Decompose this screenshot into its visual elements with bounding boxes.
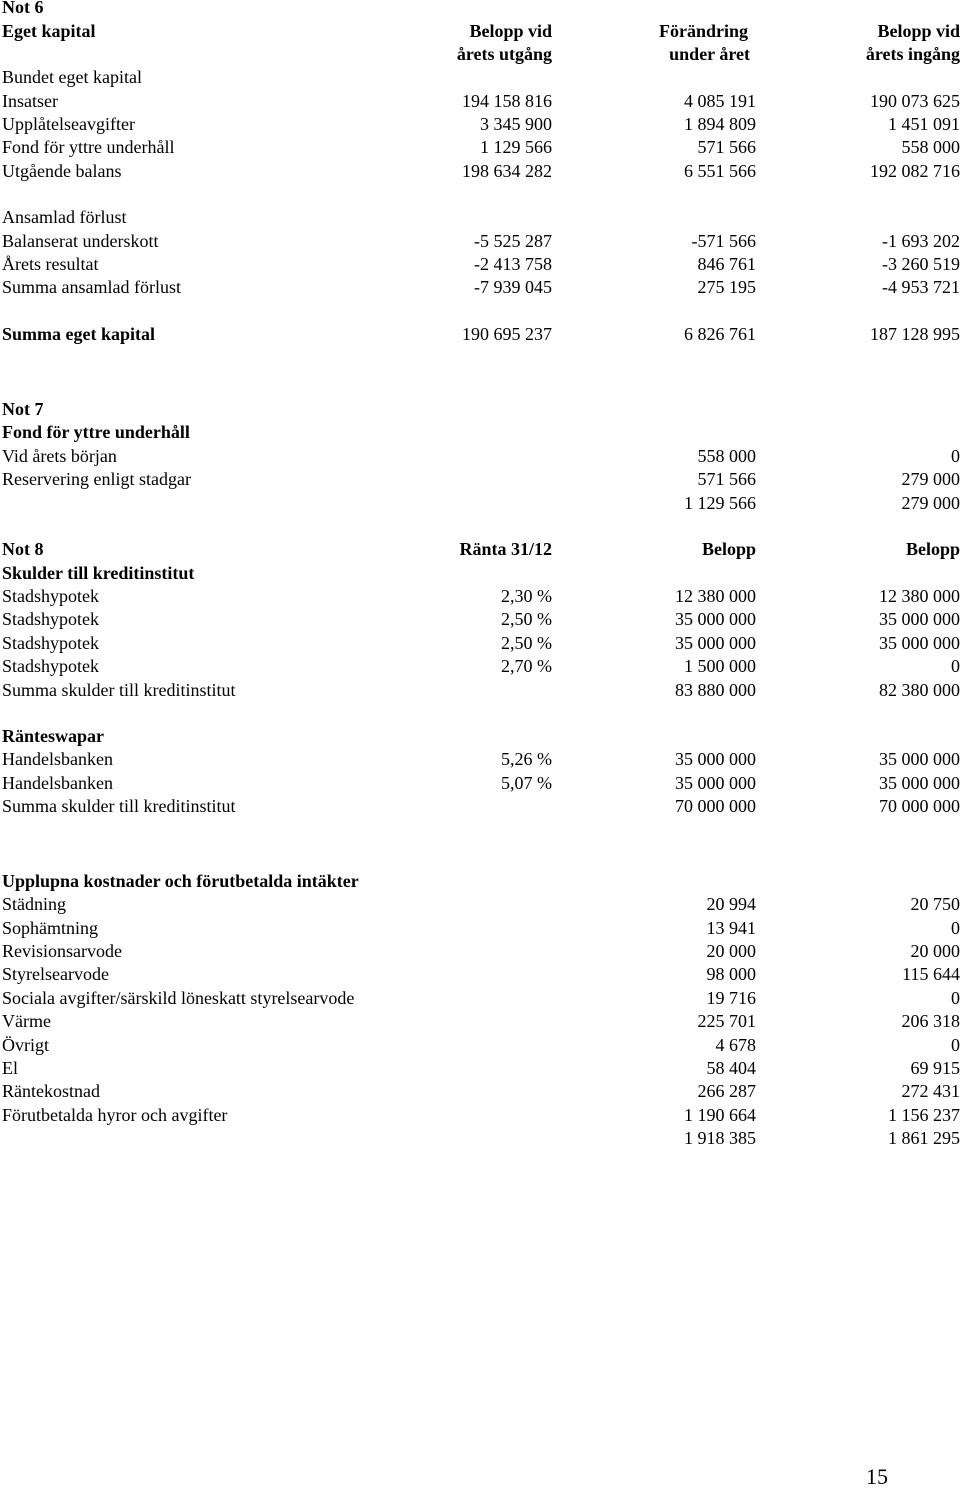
cell-value: 13 941 xyxy=(707,917,757,940)
cell-value: 70 000 000 xyxy=(879,795,960,818)
cell-value: 0 xyxy=(951,655,960,678)
note6-header-row-2 xyxy=(0,43,960,66)
cell-value: 225 701 xyxy=(698,1010,757,1033)
row-label: Fond för yttre underhåll xyxy=(2,136,174,159)
cell-value: 0 xyxy=(951,1034,960,1057)
cell-value: 2,70 % xyxy=(501,655,552,678)
cell-value: 70 000 000 xyxy=(675,795,756,818)
table-row xyxy=(0,608,960,631)
table-row xyxy=(0,987,960,1010)
cell-value: 35 000 000 xyxy=(879,608,960,631)
cell-value: 12 380 000 xyxy=(675,585,756,608)
cell-value: 558 000 xyxy=(698,445,757,468)
section-heading-row xyxy=(0,66,960,89)
table-row xyxy=(0,917,960,940)
total-row xyxy=(0,1127,960,1150)
cell-value: 279 000 xyxy=(902,492,960,515)
row-label: Reservering enligt stadgar xyxy=(2,468,191,491)
cell-value: 83 880 000 xyxy=(675,679,756,702)
row-label: Stadshypotek xyxy=(2,632,99,655)
cell-value: 12 380 000 xyxy=(879,585,960,608)
page-number: 15 xyxy=(866,1466,888,1488)
cell-value: -4 953 721 xyxy=(882,276,960,299)
cell-value: 2,50 % xyxy=(501,608,552,631)
row-label: Upplåtelseavgifter xyxy=(2,113,135,136)
cell-value: 1 156 237 xyxy=(888,1104,960,1127)
section-heading: Bundet eget kapital xyxy=(2,66,142,89)
cell-value: 2,50 % xyxy=(501,632,552,655)
cell-value: 6 551 566 xyxy=(684,160,756,183)
table-row xyxy=(0,468,960,491)
cell-value: 0 xyxy=(951,987,960,1010)
cell-value: 35 000 000 xyxy=(675,748,756,771)
section-heading: Ansamlad förlust xyxy=(2,206,126,229)
cell-value: 1 500 000 xyxy=(684,655,756,678)
note8-header-row xyxy=(0,538,960,561)
table-row xyxy=(0,963,960,986)
cell-value: 5,26 % xyxy=(501,748,552,771)
total-row xyxy=(0,795,960,818)
col-header: årets ingång xyxy=(866,43,960,66)
row-label: Stadshypotek xyxy=(2,585,99,608)
total-row xyxy=(0,323,960,346)
cell-value: 35 000 000 xyxy=(675,608,756,631)
cell-value: 190 695 237 xyxy=(462,323,552,346)
cell-value: 4 085 191 xyxy=(684,90,756,113)
row-label: Summa skulder till kreditinstitut xyxy=(2,795,236,818)
cell-value: 6 826 761 xyxy=(684,323,756,346)
cell-value: 187 128 995 xyxy=(870,323,960,346)
table-row xyxy=(0,893,960,916)
cell-value: 571 566 xyxy=(698,136,757,159)
table-row xyxy=(0,230,960,253)
row-label: Sophämtning xyxy=(2,917,98,940)
row-label: Vid årets början xyxy=(2,445,117,468)
cell-value: 192 082 716 xyxy=(870,160,960,183)
row-label: Balanserat underskott xyxy=(2,230,158,253)
cell-value: 272 431 xyxy=(902,1080,960,1103)
table-row xyxy=(0,136,960,159)
note6-heading-row xyxy=(0,0,960,19)
cell-value: 3 345 900 xyxy=(480,113,552,136)
cell-value: 846 761 xyxy=(698,253,757,276)
row-label: El xyxy=(2,1057,18,1080)
row-label: Insatser xyxy=(2,90,58,113)
row-label: Revisionsarvode xyxy=(2,940,122,963)
table-row xyxy=(0,160,960,183)
cell-value: 20 000 xyxy=(707,940,757,963)
cell-value: 1 894 809 xyxy=(684,113,756,136)
cell-value: 19 716 xyxy=(707,987,757,1010)
table-row xyxy=(0,253,960,276)
col-header: Ränta 31/12 xyxy=(459,538,552,561)
cell-value: 35 000 000 xyxy=(675,632,756,655)
section-heading: Skulder till kreditinstitut xyxy=(2,562,194,585)
col-header: Belopp vid xyxy=(877,20,960,43)
note6-title: Eget kapital xyxy=(2,20,96,43)
cell-value: 58 404 xyxy=(707,1057,757,1080)
note6-header-row xyxy=(0,20,960,43)
table-row xyxy=(0,445,960,468)
cell-value: -1 693 202 xyxy=(882,230,960,253)
note7-title-row xyxy=(0,421,960,444)
section-heading-row xyxy=(0,206,960,229)
section-heading-row xyxy=(0,562,960,585)
cell-value: -5 525 287 xyxy=(474,230,552,253)
cell-value: 1 190 664 xyxy=(684,1104,756,1127)
cell-value: -2 413 758 xyxy=(474,253,552,276)
table-row xyxy=(0,940,960,963)
cell-value: 275 195 xyxy=(698,276,757,299)
cell-value: 0 xyxy=(951,445,960,468)
table-row xyxy=(0,113,960,136)
note6-heading: Not 6 xyxy=(2,0,44,19)
table-row xyxy=(0,1010,960,1033)
row-label: Summa ansamlad förlust xyxy=(2,276,181,299)
accruals-heading: Upplupna kostnader och förutbetalda intäkter xyxy=(2,870,359,893)
row-label: Förutbetalda hyror och avgifter xyxy=(2,1104,227,1127)
table-row xyxy=(0,1057,960,1080)
row-label: Sociala avgifter/särskild löneskatt styrelsearvode xyxy=(2,987,354,1010)
cell-value: 1 451 091 xyxy=(888,113,960,136)
cell-value: 35 000 000 xyxy=(879,772,960,795)
row-label: Räntekostnad xyxy=(2,1080,100,1103)
cell-value: 20 994 xyxy=(707,893,757,916)
cell-value: -571 566 xyxy=(692,230,757,253)
cell-value: 206 318 xyxy=(902,1010,960,1033)
note7-heading-row xyxy=(0,398,960,421)
cell-value: 4 678 xyxy=(716,1034,757,1057)
cell-value: -7 939 045 xyxy=(474,276,552,299)
cell-value: 198 634 282 xyxy=(462,160,552,183)
cell-value: 35 000 000 xyxy=(879,632,960,655)
cell-value: 1 129 566 xyxy=(480,136,552,159)
table-row xyxy=(0,748,960,771)
row-label: Årets resultat xyxy=(2,253,98,276)
section-heading-row xyxy=(0,725,960,748)
table-row xyxy=(0,772,960,795)
table-row xyxy=(0,655,960,678)
cell-value: 2,30 % xyxy=(501,585,552,608)
total-row xyxy=(0,679,960,702)
col-header: Belopp vid xyxy=(469,20,552,43)
cell-value: 571 566 xyxy=(698,468,757,491)
col-header: Förändring xyxy=(659,20,748,43)
cell-value: 1 129 566 xyxy=(684,492,756,515)
row-label: Städning xyxy=(2,893,66,916)
cell-value: 69 915 xyxy=(911,1057,960,1080)
row-label: Värme xyxy=(2,1010,51,1033)
cell-value: 194 158 816 xyxy=(462,90,552,113)
row-label: Summa skulder till kreditinstitut xyxy=(2,679,236,702)
table-row xyxy=(0,276,960,299)
accruals-heading-row xyxy=(0,870,960,893)
col-header: under året xyxy=(669,43,750,66)
row-label: Stadshypotek xyxy=(2,655,99,678)
cell-value: -3 260 519 xyxy=(882,253,960,276)
cell-value: 20 000 xyxy=(911,940,960,963)
col-header: Belopp xyxy=(906,538,960,561)
table-row xyxy=(0,90,960,113)
cell-value: 266 287 xyxy=(698,1080,757,1103)
cell-value: 190 073 625 xyxy=(870,90,960,113)
cell-value: 20 750 xyxy=(911,893,960,916)
note8-heading: Not 8 xyxy=(2,538,44,561)
note7-heading: Not 7 xyxy=(2,398,44,421)
row-label: Stadshypotek xyxy=(2,608,99,631)
table-row xyxy=(0,1034,960,1057)
row-label: Övrigt xyxy=(2,1034,49,1057)
cell-value: 115 644 xyxy=(902,963,960,986)
row-label: Summa eget kapital xyxy=(2,323,155,346)
col-header: Belopp xyxy=(702,538,756,561)
note7-title: Fond för yttre underhåll xyxy=(2,421,190,444)
row-label: Handelsbanken xyxy=(2,772,113,795)
cell-value: 5,07 % xyxy=(501,772,552,795)
cell-value: 0 xyxy=(951,917,960,940)
table-row xyxy=(0,632,960,655)
cell-value: 98 000 xyxy=(707,963,757,986)
col-header: årets utgång xyxy=(457,43,552,66)
row-label: Utgående balans xyxy=(2,160,121,183)
cell-value: 1 861 295 xyxy=(888,1127,960,1150)
cell-value: 558 000 xyxy=(902,136,960,159)
table-row xyxy=(0,585,960,608)
row-label: Handelsbanken xyxy=(2,748,113,771)
table-row xyxy=(0,1080,960,1103)
cell-value: 35 000 000 xyxy=(879,748,960,771)
total-row xyxy=(0,492,960,515)
row-label: Styrelsearvode xyxy=(2,963,109,986)
cell-value: 1 918 385 xyxy=(684,1127,756,1150)
table-row xyxy=(0,1104,960,1127)
cell-value: 82 380 000 xyxy=(879,679,960,702)
cell-value: 35 000 000 xyxy=(675,772,756,795)
section-heading: Ränteswapar xyxy=(2,725,104,748)
cell-value: 279 000 xyxy=(902,468,960,491)
